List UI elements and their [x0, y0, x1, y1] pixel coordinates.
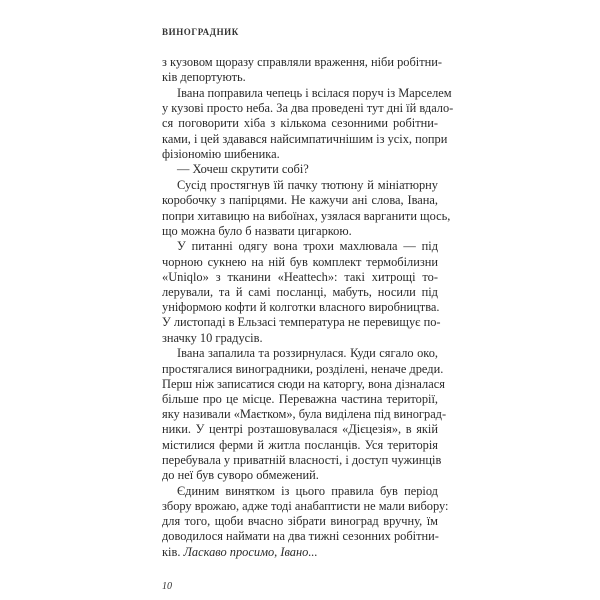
text-line: Івана запалила та роззирнулася. Куди сягало око, [177, 346, 438, 361]
final-line-italic: Ласкаво просимо, Івано... [183, 544, 318, 559]
text-line: перебувала у приватній власності, і доступ чужинців [162, 452, 442, 467]
text-line: з кузовом щоразу справляли враження, ніби робітни- [162, 55, 443, 69]
text-line: Сусід простягнув їй пачку тютюну й мініатюрну [177, 178, 438, 193]
text-line: доводилося наймати на два тижні сезонних робітни- [162, 529, 439, 544]
text-line: до неї був суворо обмежений. [162, 467, 319, 482]
text-line: чорною сукнею на ній був комплект термобілизни [162, 254, 438, 269]
text-line: ники. У центрі розташовувалася «Дієцезія», в якій [162, 422, 438, 437]
paragraph [162, 162, 438, 177]
text-line: ками, і цей здавався найсимпатичнішим із усіх, попри [162, 131, 448, 146]
text-line: простягалися виноградники, розділені, неначе дреди. [162, 361, 444, 376]
text-line: лерували, та й самі посланці, мабуть, носили під [162, 285, 438, 300]
text-line: яку називали «Маєтком», була виділена під виноград- [162, 407, 447, 422]
text-line: попри хитавицю на вибоїнах, узялася варганити щось, [162, 208, 451, 223]
text-line: ків депортують. [162, 70, 246, 85]
text-line: уніформою кофти й колготки власного виробництва. [162, 300, 440, 315]
page-number: 10 [162, 581, 172, 592]
text-line [162, 545, 438, 560]
paragraph [162, 483, 449, 560]
text-line: коробочку з папірцями. Не кажучи ані слова, Івана, [162, 193, 438, 208]
final-line-text: ків. [162, 544, 184, 559]
text-line: Івана поправила чепець і всілася поруч із Марселем [177, 85, 452, 100]
body-text [162, 55, 454, 560]
text-line: — Хочеш скрутити собі? [177, 162, 309, 177]
paragraph [162, 178, 451, 239]
running-header: ВИНОГРАДНИК [162, 27, 239, 37]
text-line: фізіономію шибеника. [162, 146, 280, 161]
text-line: більше про це місце. Переважна частина території, [162, 391, 438, 406]
text-line: що можна було б назвати цигаркою. [162, 223, 352, 238]
text-line: для того, щоби вчасно зібрати виноград вручну, їм [162, 514, 438, 529]
text-line: У листопаді в Ельзасі температура не перевищує по- [162, 315, 441, 330]
paragraph [162, 346, 447, 483]
text-line: містилися ферми й житла посланців. Уся територія [162, 437, 438, 452]
text-line: Перш ніж записатися сюди на каторгу, вона дізналася [162, 376, 445, 391]
text-line: «Uniqlo» з тканини «Heattech»: такі хитрощі то- [162, 269, 438, 284]
text-line: Єдиним винятком із цього правила був період [177, 483, 438, 498]
text-line: у кузові просто неба. За два проведені тут дні їй вдало- [162, 101, 454, 116]
paragraph [162, 85, 454, 162]
paragraph [162, 55, 443, 85]
paragraph [162, 239, 441, 345]
text-line: значку 10 градусів. [162, 330, 263, 345]
text-line: ся поговорити хіба з кількома сезонними робітни- [162, 116, 438, 131]
text-line: збору врожаю, адже тоді анабаптисти не мали вибору: [162, 498, 449, 513]
text-line: У питанні одягу вона трохи махлювала — під [177, 239, 438, 254]
